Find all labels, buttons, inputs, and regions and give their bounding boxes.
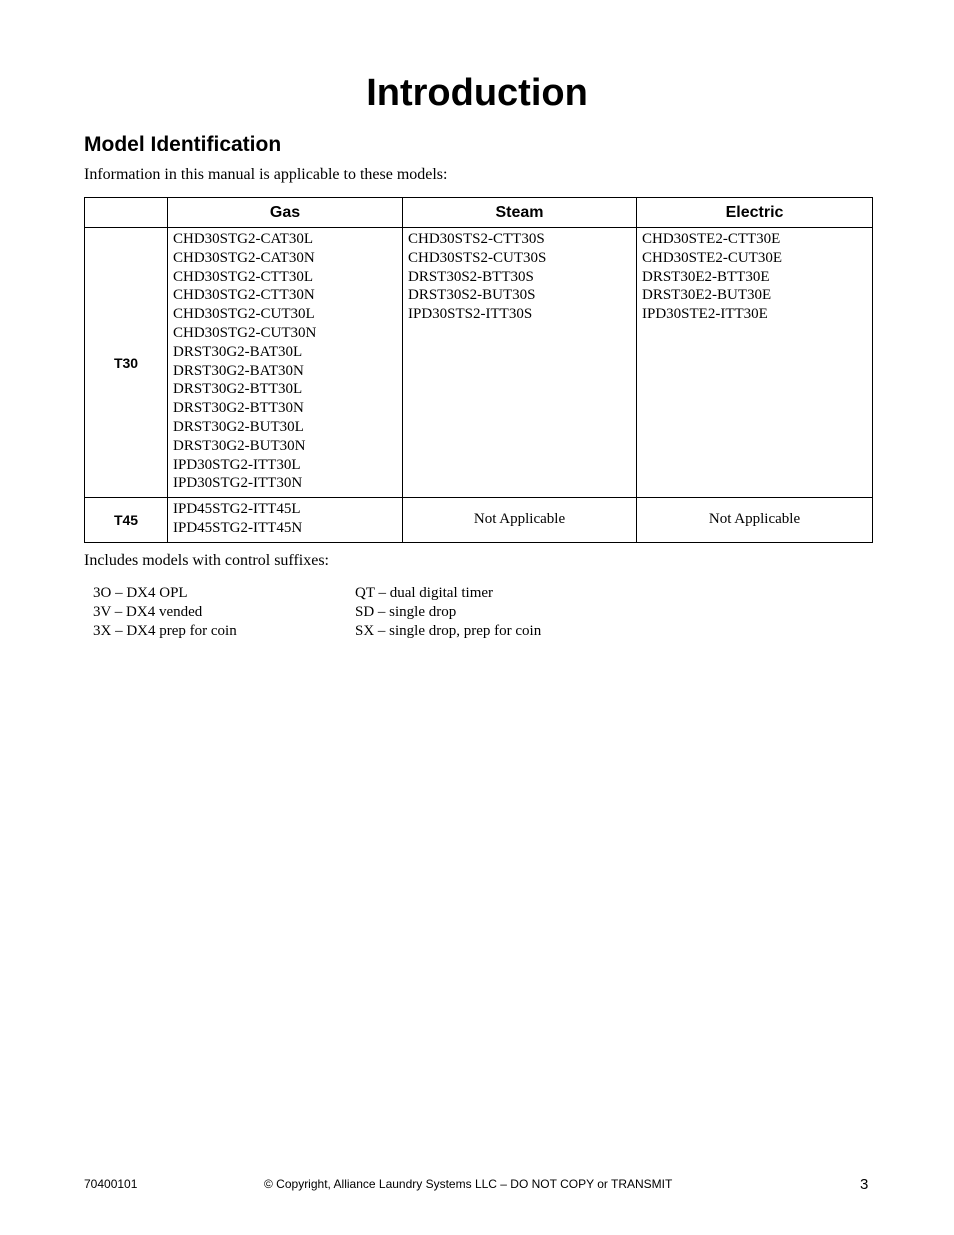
suffix-list-right <box>355 584 541 641</box>
suffix-item: QT – dual digital timer <box>355 585 494 601</box>
row-label-t30: T30 <box>85 228 168 498</box>
model-item: DRST30G2-BAT30N <box>173 362 304 379</box>
t30-steam-models <box>403 228 637 498</box>
model-item: DRST30G2-BUT30N <box>173 437 306 454</box>
model-item: CHD30STG2-CAT30N <box>173 249 315 266</box>
model-item: DRST30E2-BUT30E <box>642 287 772 304</box>
model-item: DRST30E2-BTT30E <box>642 268 770 285</box>
footer-doc-number: 70400101 <box>84 1177 138 1191</box>
model-item: DRST30G2-BTT30N <box>173 400 304 417</box>
table-header-row <box>85 198 873 228</box>
section-heading: Model Identification <box>84 133 282 156</box>
model-item: CHD30STG2-CTT30L <box>173 268 313 285</box>
intro-text: Information in this manual is applicable to these models: <box>84 166 448 183</box>
t30-electric-models <box>637 228 873 498</box>
model-item: CHD30STG2-CUT30L <box>173 306 315 323</box>
model-item: CHD30STS2-CUT30S <box>408 249 547 266</box>
suffix-item: 3X – DX4 prep for coin <box>93 623 237 639</box>
table-row-t30 <box>85 228 873 498</box>
model-item: IPD45STG2-ITT45L <box>173 501 301 518</box>
suffix-item: 3O – DX4 OPL <box>93 585 188 601</box>
suffix-item: SX – single drop, prep for coin <box>355 623 542 639</box>
model-item: DRST30G2-BUT30L <box>173 418 304 435</box>
model-item: CHD30STE2-CTT30E <box>642 231 781 247</box>
model-item: CHD30STG2-CAT30L <box>173 231 314 247</box>
model-table <box>84 197 873 543</box>
page-title: Introduction <box>366 72 588 114</box>
model-item: IPD30STG2-ITT30L <box>173 456 301 473</box>
t45-electric-not-applicable: Not Applicable <box>637 498 873 543</box>
header-empty <box>85 198 168 228</box>
table-row-t45 <box>85 498 873 543</box>
footer-copyright: © Copyright, Alliance Laundry Systems LLC – DO NOT COPY or TRANSMIT <box>264 1177 673 1191</box>
t30-gas-models <box>168 228 403 498</box>
model-item: DRST30S2-BUT30S <box>408 287 536 304</box>
suffix-list-left <box>93 584 237 641</box>
model-item: IPD30STS2-ITT30S <box>408 306 533 323</box>
header-electric: Electric <box>637 198 873 228</box>
model-item: IPD45STG2-ITT45N <box>173 519 303 536</box>
model-item: DRST30G2-BTT30L <box>173 381 303 398</box>
model-item: IPD30STG2-ITT30N <box>173 475 303 492</box>
footer-page-number: 3 <box>860 1176 869 1193</box>
model-item: CHD30STS2-CTT30S <box>408 231 545 247</box>
t45-steam-not-applicable: Not Applicable <box>403 498 637 543</box>
model-item: DRST30G2-BAT30L <box>173 343 303 360</box>
t45-gas-models <box>168 498 403 543</box>
header-gas: Gas <box>168 198 403 228</box>
model-item: CHD30STE2-CUT30E <box>642 249 782 266</box>
model-item: CHD30STG2-CUT30N <box>173 324 317 341</box>
suffix-item: SD – single drop <box>355 604 457 620</box>
model-item: DRST30S2-BTT30S <box>408 268 534 285</box>
model-item: CHD30STG2-CTT30N <box>173 287 315 304</box>
suffix-intro-text: Includes models with control suffixes: <box>84 552 329 569</box>
suffix-item: 3V – DX4 vended <box>93 604 203 620</box>
model-item: IPD30STE2-ITT30E <box>642 306 768 323</box>
header-steam: Steam <box>403 198 637 228</box>
row-label-t45: T45 <box>85 498 168 543</box>
